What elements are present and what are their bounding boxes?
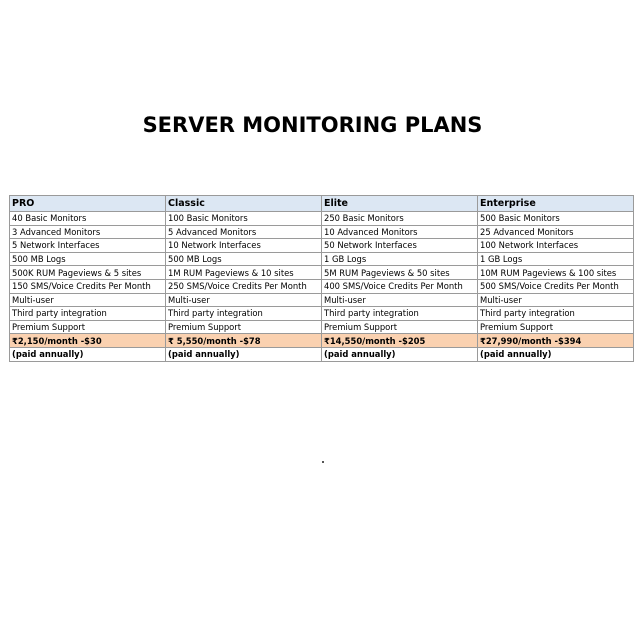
- price-elite: ₹14,550/month -$205: [322, 334, 478, 348]
- feature-cell: 5M RUM Pageviews & 50 sites: [322, 266, 478, 280]
- feature-cell: Multi-user: [478, 293, 634, 307]
- feature-cell: Premium Support: [10, 320, 166, 334]
- feature-cell: 500K RUM Pageviews & 5 sites: [10, 266, 166, 280]
- feature-cell: 500 Basic Monitors: [478, 212, 634, 226]
- feature-cell: 100 Network Interfaces: [478, 239, 634, 253]
- feature-cell: 5 Network Interfaces: [10, 239, 166, 253]
- feature-cell: 500 SMS/Voice Credits Per Month: [478, 279, 634, 293]
- feature-cell: Premium Support: [478, 320, 634, 334]
- feature-row-network-interfaces: [10, 239, 634, 253]
- billing-note: (paid annually): [322, 347, 478, 361]
- feature-cell: 10 Advanced Monitors: [322, 225, 478, 239]
- feature-row-logs: [10, 252, 634, 266]
- plan-name-elite: Elite: [322, 196, 478, 212]
- feature-cell: 100 Basic Monitors: [166, 212, 322, 226]
- plan-header-row: [10, 196, 634, 212]
- billing-note: (paid annually): [478, 347, 634, 361]
- feature-cell: 10M RUM Pageviews & 100 sites: [478, 266, 634, 280]
- feature-cell: 250 Basic Monitors: [322, 212, 478, 226]
- feature-cell: 1 GB Logs: [478, 252, 634, 266]
- feature-cell: Third party integration: [322, 307, 478, 321]
- feature-row-rum-pageviews: [10, 266, 634, 280]
- billing-note: (paid annually): [10, 347, 166, 361]
- feature-cell: Multi-user: [10, 293, 166, 307]
- feature-cell: 50 Network Interfaces: [322, 239, 478, 253]
- feature-row-sms-credits: [10, 279, 634, 293]
- feature-cell: Third party integration: [10, 307, 166, 321]
- feature-cell: 500 MB Logs: [166, 252, 322, 266]
- feature-cell: Third party integration: [166, 307, 322, 321]
- feature-cell: 25 Advanced Monitors: [478, 225, 634, 239]
- price-classic: ₹ 5,550/month -$78: [166, 334, 322, 348]
- plan-name-classic: Classic: [166, 196, 322, 212]
- feature-cell: Multi-user: [322, 293, 478, 307]
- feature-cell: Third party integration: [478, 307, 634, 321]
- feature-cell: Multi-user: [166, 293, 322, 307]
- feature-cell: 1M RUM Pageviews & 10 sites: [166, 266, 322, 280]
- feature-cell: Premium Support: [166, 320, 322, 334]
- billing-row: [10, 347, 634, 361]
- stray-dot: [322, 461, 324, 463]
- feature-row-multi-user: [10, 293, 634, 307]
- feature-row-basic-monitors: [10, 212, 634, 226]
- feature-cell: 1 GB Logs: [322, 252, 478, 266]
- feature-cell: 10 Network Interfaces: [166, 239, 322, 253]
- feature-cell: 500 MB Logs: [10, 252, 166, 266]
- plan-name-pro: PRO: [10, 196, 166, 212]
- feature-cell: 150 SMS/Voice Credits Per Month: [10, 279, 166, 293]
- price-row: [10, 334, 634, 348]
- page-title: SERVER MONITORING PLANS: [142, 113, 483, 137]
- feature-cell: 400 SMS/Voice Credits Per Month: [322, 279, 478, 293]
- feature-cell: 40 Basic Monitors: [10, 212, 166, 226]
- feature-row-advanced-monitors: [10, 225, 634, 239]
- price-pro: ₹2,150/month -$30: [10, 334, 166, 348]
- feature-cell: 250 SMS/Voice Credits Per Month: [166, 279, 322, 293]
- plans-table: [9, 195, 634, 362]
- billing-note: (paid annually): [166, 347, 322, 361]
- feature-cell: 5 Advanced Monitors: [166, 225, 322, 239]
- feature-row-third-party: [10, 307, 634, 321]
- feature-cell: Premium Support: [322, 320, 478, 334]
- feature-row-premium-support: [10, 320, 634, 334]
- plan-name-enterprise: Enterprise: [478, 196, 634, 212]
- price-enterprise: ₹27,990/month -$394: [478, 334, 634, 348]
- feature-cell: 3 Advanced Monitors: [10, 225, 166, 239]
